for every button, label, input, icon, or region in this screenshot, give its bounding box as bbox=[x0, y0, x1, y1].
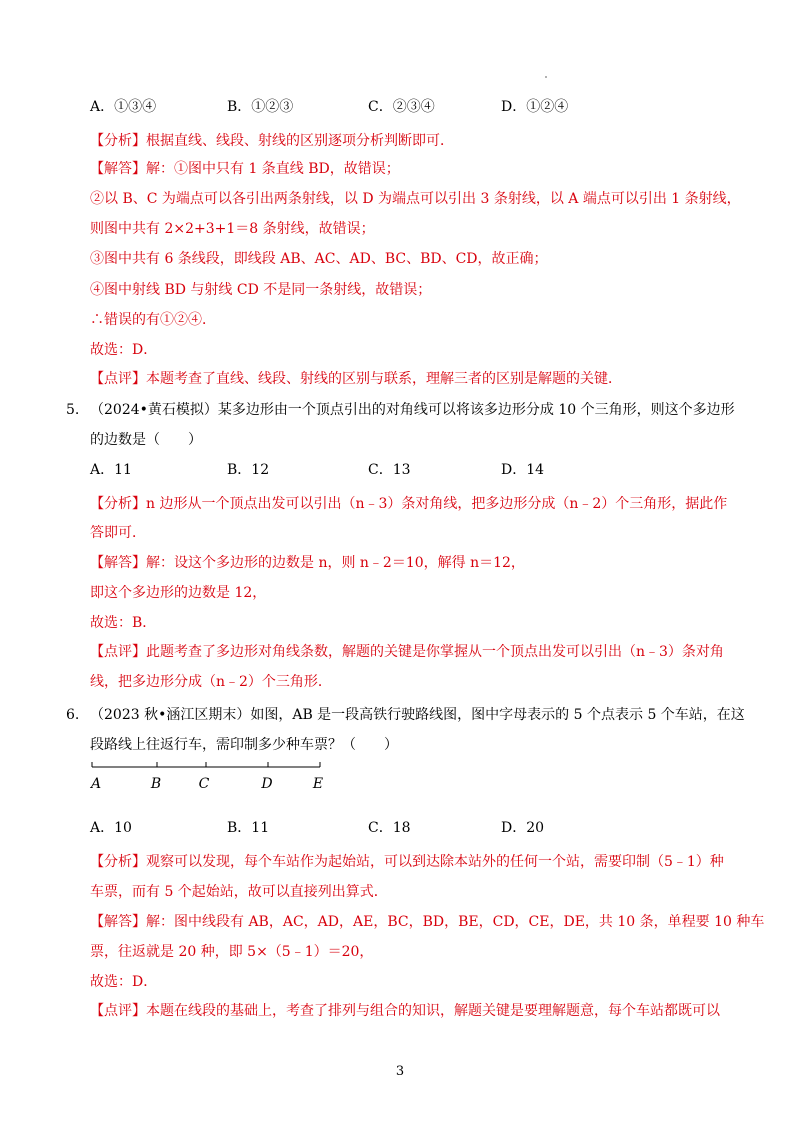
prev-solution-line: ∴错误的有①②④． bbox=[90, 312, 216, 328]
point-label-a: A bbox=[90, 776, 102, 792]
q5-stem-line: 的边数是（ ） bbox=[90, 432, 202, 448]
q6-solution-line: 【解答】解：图中线段有 AB，AC，AD，AE，BC，BD，BE，CD，CE，DE，共 10 条，单程要 10 种车 bbox=[90, 914, 765, 930]
q6-stem-line: （2023 秋•涵江区期末）如图，AB 是一段高铁行驶路线图，图中字母表示的 5 个点表示 5 个车站，在这 bbox=[90, 707, 745, 723]
stray-dot bbox=[545, 76, 547, 78]
point-label-c: C bbox=[198, 776, 210, 792]
prev-solution-line: 故选：D． bbox=[90, 342, 158, 358]
option-b: B．11 bbox=[227, 820, 270, 836]
option-a: A．①③④ bbox=[90, 99, 157, 115]
point-label-e: E bbox=[312, 776, 324, 792]
option-a: A．10 bbox=[90, 820, 132, 836]
option-c: C．13 bbox=[368, 462, 411, 478]
q6-solution-line: 故选：D． bbox=[90, 974, 158, 990]
prev-solution-line: ②以 B、C 为端点可以各引出两条射线，以 D 为端点可以引出 3 条射线，以 A 端点可以引出 1 条射线， bbox=[90, 191, 741, 207]
q5-solution-line: 【解答】解：设这个多边形的边数是 n，则 n﹣2＝10，解得 n＝12， bbox=[90, 555, 525, 571]
point-label-d: D bbox=[261, 776, 273, 792]
q6-solution-line: 票，往返就是 20 种，即 5×（5﹣1）＝20， bbox=[90, 944, 374, 960]
option-b: B．①②③ bbox=[227, 99, 294, 115]
prev-solution-line: ③图中共有 6 条线段，即线段 AB、AC、AD、BC、BD、CD，故正确； bbox=[90, 251, 548, 267]
option-a: A．11 bbox=[90, 462, 132, 478]
option-c: C．18 bbox=[368, 820, 411, 836]
q5-stem-line: （2024•黄石模拟）某多边形由一个顶点引出的对角线可以将该多边形分成 10 个三角形，则这个多边形 bbox=[90, 402, 735, 418]
prev-solution-line: ④图中射线 BD 与射线 CD 不是同一条射线，故错误； bbox=[90, 282, 432, 298]
q5-number: 5. bbox=[66, 402, 80, 418]
prev-comment: 【点评】本题考查了直线、线段、射线的区别与联系，理解三者的区别是解题的关键． bbox=[90, 371, 622, 387]
q6-stem-line: 段路线上往返行车，需印制多少种车票？（ ） bbox=[90, 737, 398, 753]
q5-solution-line: 即这个多边形的边数是 12， bbox=[90, 585, 267, 601]
segment-line-svg bbox=[90, 758, 330, 778]
prev-solution-line: 则图中共有 2×2+3+1＝8 条射线，故错误； bbox=[90, 221, 375, 237]
segment-figure bbox=[90, 758, 330, 798]
q5-analysis-line: 【分析】n 边形从一个顶点出发可以引出（n﹣3）条对角线，把多边形分成（n﹣2）个三角形，据此作 bbox=[90, 496, 728, 512]
option-b: B．12 bbox=[227, 462, 270, 478]
point-label-b: B bbox=[150, 776, 162, 792]
option-d: D．14 bbox=[501, 462, 545, 478]
q6-comment: 【点评】本题在线段的基础上，考查了排列与组合的知识，解题关键是要理解题意，每个车站都既可以 bbox=[90, 1003, 720, 1019]
page-number: 3 bbox=[395, 1064, 405, 1079]
q6-number: 6. bbox=[66, 707, 80, 723]
q5-comment-line: 线，把多边形分成（n﹣2）个三角形． bbox=[90, 674, 332, 690]
q5-comment-line: 【点评】此题考查了多边形对角线条数，解题的关键是你掌握从一个顶点出发可以引出（n﹣3）条对角 bbox=[90, 644, 724, 660]
q6-analysis-line: 车票，而有 5 个起始站，故可以直接列出算式． bbox=[90, 884, 388, 900]
option-c: C．②③④ bbox=[368, 99, 435, 115]
q5-solution-line: 故选：B． bbox=[90, 615, 157, 631]
prev-analysis: 【分析】根据直线、线段、射线的区别逐项分析判断即可． bbox=[90, 133, 454, 149]
prev-solution-line: 【解答】解：①图中只有 1 条直线 BD，故错误； bbox=[90, 161, 400, 177]
option-d: D．20 bbox=[501, 820, 545, 836]
q5-analysis-line: 答即可． bbox=[90, 525, 146, 541]
option-d: D．①②④ bbox=[501, 99, 569, 115]
q6-analysis-line: 【分析】观察可以发现，每个车站作为起始站，可以到达除本站外的任何一个站，需要印制（5﹣1）种 bbox=[90, 854, 724, 870]
